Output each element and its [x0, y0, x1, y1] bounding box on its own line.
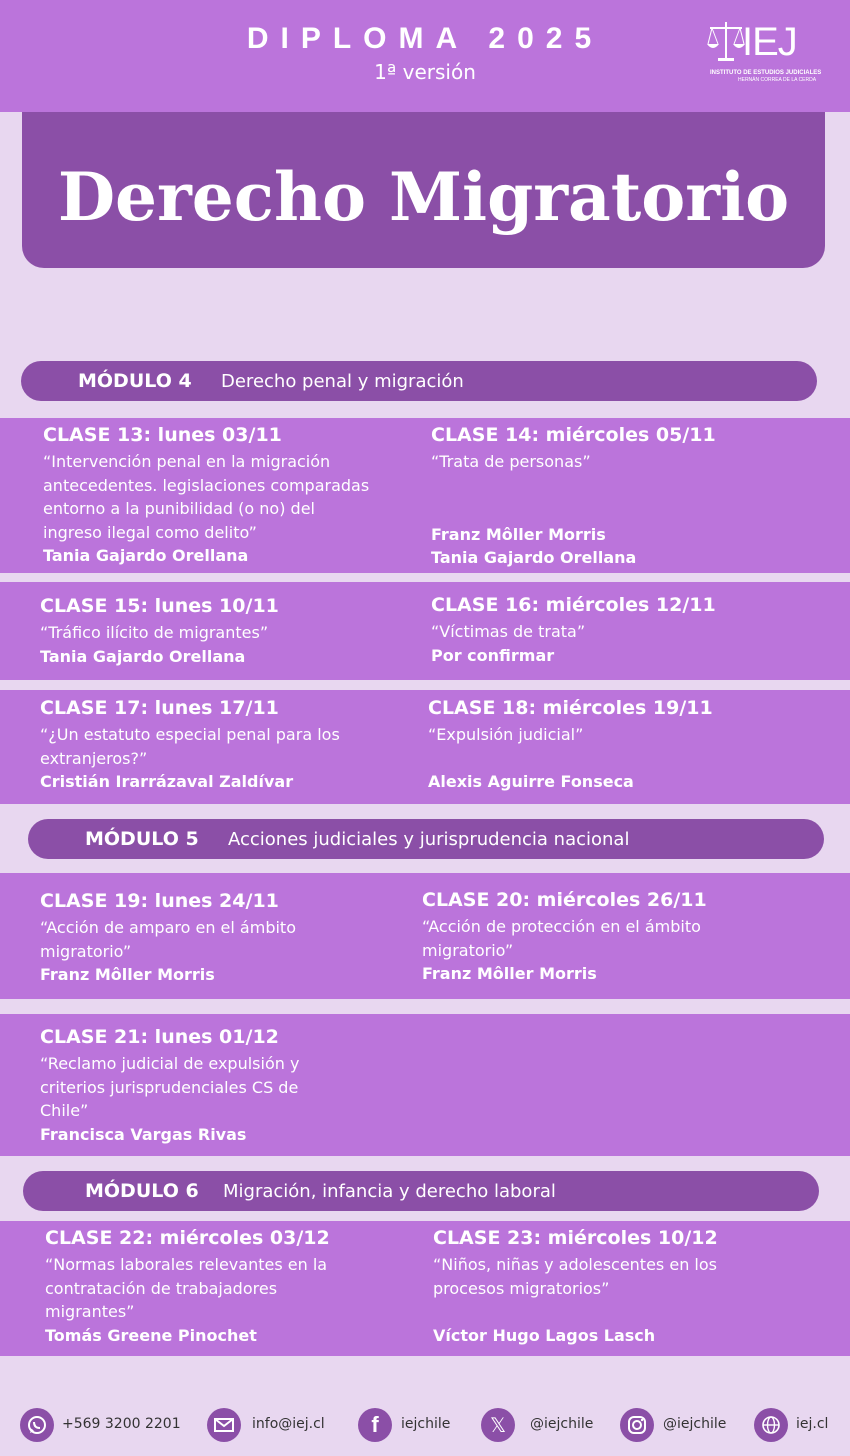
- instagram-link[interactable]: @iejchile: [663, 1416, 727, 1432]
- email-icon[interactable]: [207, 1408, 241, 1442]
- class-15-prof: Tania Gajardo Orellana: [40, 646, 246, 666]
- web-link[interactable]: iej.cl: [796, 1416, 829, 1432]
- class-19-prof: Franz Môller Morris: [40, 965, 215, 984]
- class-13-title: CLASE 13: lunes 03/11: [43, 424, 282, 446]
- diploma-heading: DIPLOMA 2025: [246, 22, 604, 55]
- class-14-prof-1: Franz Môller Morris: [431, 525, 606, 544]
- class-20-prof: Franz Môller Morris: [422, 964, 597, 983]
- class-23: [433, 1226, 753, 1300]
- class-21-desc: “Reclamo judicial de expulsión y criterios jurisprudenciales CS de Chile”: [40, 1054, 300, 1120]
- class-23-profs: [433, 1324, 813, 1347]
- class-23-desc: “Niños, niñas y adolescentes en los procesos migratorios”: [433, 1255, 717, 1298]
- class-16-title: CLASE 16: miércoles 12/11: [431, 594, 716, 616]
- class-17: [40, 696, 370, 793]
- class-18-profs: [428, 770, 808, 793]
- x-link[interactable]: @iejchile: [530, 1416, 594, 1432]
- class-13-prof: Tania Gajardo Orellana: [43, 546, 249, 565]
- class-22-desc: “Normas laborales relevantes en la contratación de trabajadores migrantes”: [45, 1255, 328, 1321]
- version-label: 1ª versión: [374, 60, 476, 84]
- class-23-prof: Víctor Hugo Lagos Lasch: [433, 1326, 656, 1345]
- class-20-desc: “Acción de protección en el ámbito migratorio”: [422, 917, 701, 960]
- module-5-bar: [28, 819, 824, 859]
- class-22-prof: Tomás Greene Pinochet: [45, 1325, 257, 1345]
- globe-icon[interactable]: [754, 1408, 788, 1442]
- class-17-title: CLASE 17: lunes 17/11: [40, 697, 279, 719]
- class-14-prof-2: Tania Gajardo Orellana: [431, 548, 637, 567]
- class-13: [43, 423, 373, 567]
- page-title: Derecho Migratorio: [57, 158, 790, 236]
- class-20-title: CLASE 20: miércoles 26/11: [422, 889, 707, 911]
- class-14: [431, 423, 811, 474]
- class-17-desc: “¿Un estatuto especial penal para los extranjeros?”: [40, 725, 340, 768]
- class-19-title: CLASE 19: lunes 24/11: [40, 890, 279, 912]
- facebook-icon[interactable]: f: [358, 1408, 392, 1442]
- class-21-prof: Francisca Vargas Rivas: [40, 1124, 247, 1144]
- class-18-title: CLASE 18: miércoles 19/11: [428, 697, 713, 719]
- module-5-label: MÓDULO 5: [85, 828, 199, 850]
- class-21: [40, 1025, 340, 1146]
- class-20: [422, 888, 742, 985]
- whatsapp-icon[interactable]: [20, 1408, 54, 1442]
- class-14-title: CLASE 14: miércoles 05/11: [431, 424, 716, 446]
- logo-subtitle: HERNÁN CORREA DE LA CERDA: [738, 77, 817, 83]
- class-22: [45, 1226, 365, 1347]
- module-4-bar: [21, 361, 817, 401]
- class-13-desc: “Intervención penal en la migración antecedentes. legislaciones comparadas entorno a la punibilidad (o no) del ingreso ilegal como delito”: [43, 452, 370, 542]
- module-6-label: MÓDULO 6: [85, 1180, 199, 1202]
- class-17-prof: Cristián Irarrázaval Zaldívar: [40, 772, 294, 791]
- class-19: [40, 889, 350, 986]
- class-15-desc: “Tráfico ilícito de migrantes”: [40, 623, 269, 642]
- phone-link[interactable]: +569 3200 2201: [62, 1416, 181, 1432]
- class-18-desc: “Expulsión judicial”: [428, 725, 584, 744]
- email-link[interactable]: info@iej.cl: [252, 1416, 325, 1432]
- instagram-icon[interactable]: [620, 1408, 654, 1442]
- class-16-desc: “Víctimas de trata”: [431, 622, 586, 641]
- class-14-profs: [431, 523, 811, 569]
- class-22-title: CLASE 22: miércoles 03/12: [45, 1227, 330, 1249]
- logo-text: IEJ: [742, 20, 797, 64]
- facebook-link[interactable]: iejchile: [401, 1416, 451, 1432]
- module-5-name: Acciones judiciales y jurisprudencia nacional: [228, 829, 630, 850]
- class-21-title: CLASE 21: lunes 01/12: [40, 1026, 279, 1048]
- class-14-desc: “Trata de personas”: [431, 452, 591, 471]
- class-15-title: CLASE 15: lunes 10/11: [40, 595, 279, 617]
- class-19-desc: “Acción de amparo en el ámbito migratorio”: [40, 918, 296, 961]
- class-16: [431, 593, 811, 667]
- module-4-name: Derecho penal y migración: [221, 371, 464, 392]
- class-18: [428, 696, 808, 747]
- scales-icon: [706, 18, 746, 68]
- module-4-label: MÓDULO 4: [78, 370, 192, 392]
- class-18-prof: Alexis Aguirre Fonseca: [428, 772, 634, 791]
- contact-footer: [0, 1400, 850, 1450]
- module-6-name: Migración, infancia y derecho laboral: [223, 1181, 556, 1202]
- x-icon[interactable]: 𝕏: [481, 1408, 515, 1442]
- class-23-title: CLASE 23: miércoles 10/12: [433, 1227, 718, 1249]
- class-16-prof: Por confirmar: [431, 645, 555, 665]
- logo-institute: INSTITUTO DE ESTUDIOS JUDICIALES: [710, 70, 822, 76]
- module-6-bar: [23, 1171, 819, 1211]
- iej-logo: [706, 16, 822, 86]
- class-15: [40, 594, 420, 668]
